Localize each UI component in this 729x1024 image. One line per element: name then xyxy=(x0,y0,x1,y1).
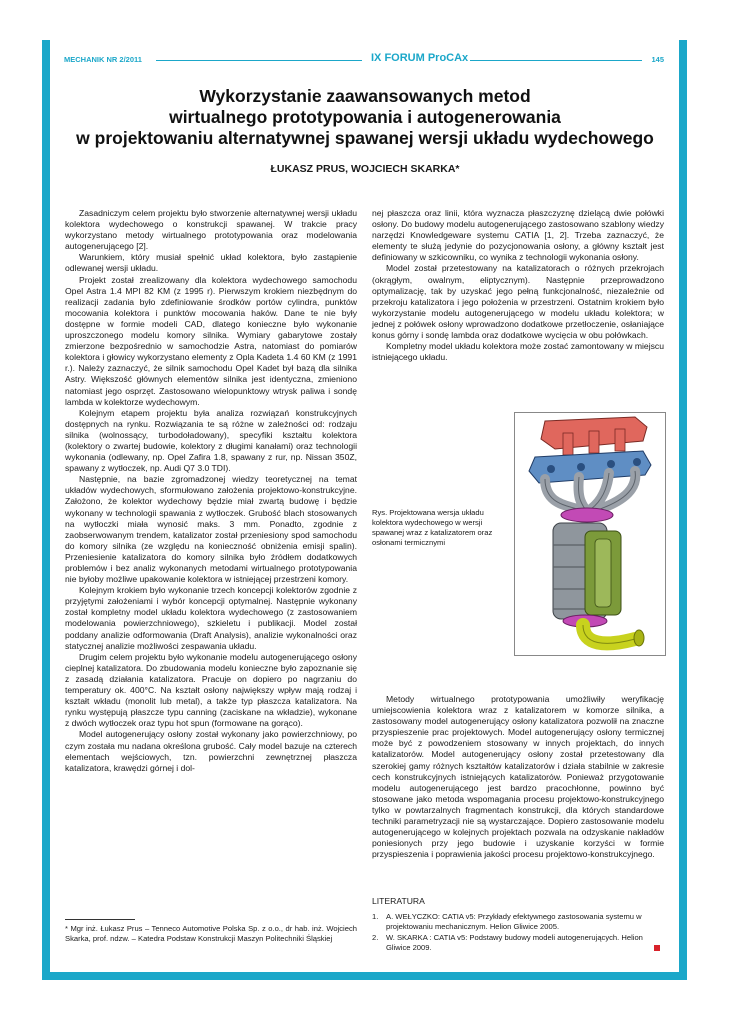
reference-text: A. WEŁYCZKO: CATIA v5: Przykłady efektywnego zastosowania systemu w projektowaniu mechanicznym. Helion Gliwice 2005. xyxy=(386,912,642,931)
literature-heading: LITERATURA xyxy=(372,896,425,906)
right-column-bottom xyxy=(372,694,664,860)
reference-number: 2. xyxy=(372,933,379,942)
title-line-3: w projektowaniu alternatywnej spawanej wersji układu wydechowego xyxy=(76,128,654,148)
reference-item xyxy=(372,912,664,932)
paragraph: Drugim celem projektu było wykonanie modelu autogenerującego osłony cieplnej katalizatora. Do zbudowania modelu konieczne było zapoznanie się z zasadą działania katalizatora. Pracuje on dopiero po nagrzaniu do temperatury ok. 400°C. Na kształt osłony największy wpływ mają rodzaj i kształt wkładu (monolit lub metal), a także typ płaszcza katalizatora. Na rynku występują płaszcze typu canning (zaciskane na wkładzie), wykonane z dwóch wytłoczek oraz typu hot spun (formowane na gorąco). xyxy=(65,651,357,729)
page-number: 145 xyxy=(651,55,664,64)
paragraph: Metody wirtualnego prototypowania umożliwiły weryfikację umiejscowienia kolektora wraz z katalizatorem w komorze silnika, a zastosowany model autogenerujący osłony katalizatora pozwolił na znaczne przyspieszenie prac projektowych. Model autogenerujący osłony termicznej może być z powodzeniem stosowany w innych projektach, do innych katalizatorów. Model autogenerujący osłony został przetestowany dla szerokiej gamy różnych kształtów katalizatorów i działa stabilnie w zakresie cech konstrukcyjnych istniejących katalizatorów. Ponieważ przygotowanie modelu autogenerującego jest bardzo pracochłonne, powinno być stosowane jako metoda wspomagania procesu projektowo-konstrukcyjnego tylko w powtarzalnych fragmentach konstrukcji, dla których standardowe techniki parametryzacji nie są wystarczające. Dopiero zastosowanie modelu autogenerującego w kolejnych projektach pozwala na odzyskanie nakładów poniesionych przy jego budowie i uzyskanie korzyści w formie przyspieszenia i poprawienia jakości procesu projektowo-konstrukcyjnego. xyxy=(372,694,664,860)
title-line-1: Wykorzystanie zaawansowanych metod xyxy=(199,86,531,106)
header-rule-left xyxy=(156,60,362,61)
running-header xyxy=(64,52,664,68)
exhaust-manifold-illustration xyxy=(515,413,665,655)
reference-text: W. SKARKA : CATIA v5: Podstawy budowy modeli autogenerujących. Helion Gliwice 2009. xyxy=(386,933,643,952)
left-column xyxy=(65,208,357,774)
reference-item xyxy=(372,933,664,953)
paragraph: Warunkiem, który musiał spełnić układ kolektora, było zastąpienie odlewanej wersji układu. xyxy=(65,252,357,274)
exhaust-manifold-figure xyxy=(514,412,666,656)
journal-name: MECHANIK NR 2/2011 xyxy=(64,55,142,64)
paragraph: Projekt został zrealizowany dla kolektora wydechowego samochodu Opel Astra 1.4 MPI 82 KM (z 1995 r). Pierwszym krokiem niezbędnym do realizacji zadania było zdefiniowanie środków portów cylindra, punktów mocowania kolektora i punktów mocowania haków. Dane te nie były dostępne w formie modeli CAD, dlatego konieczne było wykonanie uproszczonego modelu komory silnika. Wymiary gabarytowe zostały zmierzone bezpośrednio w samochodzie Astra, natomiast do pomiarów kolektora i głowicy wykorzystano elementy z Opla Kadeta 1.4 60 KM (z 1991 r.). Należy zaznaczyć, że silnik samochodu Opel Kadet był bazą dla silnika Astry. Większość głównych elementów silnika jest identyczna, zmieniono natomiast jego osprzęt. Zastosowano wielopunktowy wtrysk paliwa i sondę lambda w kolektorze wydechowym. xyxy=(65,274,357,407)
reference-list xyxy=(372,912,664,954)
right-column-top xyxy=(372,208,664,363)
paragraph: Model został przetestowany na katalizatorach o różnych przekrojach (okrągłym, owalnym, eliptycznym). Następnie przeprowadzono optymalizację, tak by uzyskać jego pełną funkcjonalność, niezależnie od przekroju katalizatora i jego położenia w przestrzeni. Ostatnim krokiem było wykorzystanie modelu autogenerującego w modelu układu kolektora; w jednej z połówek osłony wprowadzono dodatkowe przetłoczenie, osłaniające konus górny i sondę lambda oraz dodatkowe wycięcia w obu połówkach. xyxy=(372,263,664,341)
author-footnote: * Mgr inż. Łukasz Prus – Tenneco Automotive Polska Sp. z o.o., dr hab. inż. Wojciech Skarka, prof. ndzw. – Katedra Podstaw Konstrukcji Maszyn Politechniki Śląskiej xyxy=(65,924,357,943)
article-authors: ŁUKASZ PRUS, WOJCIECH SKARKA* xyxy=(270,163,460,175)
forum-title: IX FORUM ProCAx xyxy=(371,52,469,64)
header-rule-right xyxy=(470,60,642,61)
end-of-article-mark xyxy=(654,945,660,951)
paragraph: Kolejnym etapem projektu była analiza rozwiązań konstrukcyjnych dostępnych na rynku. Rozwiązania te są różne w zależności od: rodzaju silnika (wolnossący, turbodoładowany), specyfiki kształtu kolektora (kolektory o zwartej budowie, kolektory z długimi kanałami) oraz technologii wykonania (odlewany, np. Opel Zafira 1.8, spawany z rur, np. Nissan 350Z, spawany z wytłoczek, np. Audi Q7 3.0 TDI). xyxy=(65,407,357,474)
paragraph: nej płaszcza oraz linii, która wyznacza płaszczyznę dzielącą dwie połówki osłony. Do budowy modelu autogenerującego zastosowano szablony wiedzy narzędzi Knowledgeware systemu CATIA [1, 2]. Trzeba zaznaczyć, że elementy te służą jedynie do pozycjonowania osłony, a główny kształt jest definiowany w szkicowniku, co wynika z technologii wykonania osłony. xyxy=(372,208,664,263)
paragraph: Zasadniczym celem projektu było stworzenie alternatywnej wersji układu kolektora wydechowego o konstrukcji spawanej. W trakcie pracy wykorzystano metody wirtualnego prototypowania oraz modelowania autogenerującego [2]. xyxy=(65,208,357,252)
reference-number: 1. xyxy=(372,912,379,921)
paragraph: Model autogenerujący osłony został wykonany jako powierzchniowy, po czym została mu nadana określona grubość. Cały model bazuje na czterech elementach wejściowych, tzn. powierzchni zewnętrznej płaszcza katalizatora, krawędzi górnej i dol- xyxy=(65,729,357,773)
paragraph: Kolejnym krokiem było wykonanie trzech koncepcji kolektorów zgodnie z przyjętymi założeniami i wybór koncepcji optymalnej. Następnie wykonany został kompletny model układu kolektora wydechowego (z zastosowaniem modelowania powierzchniowego), szkieletu i publikacji. Model został poddany analizie odformowania (Draft Analysis), analizie wykonalności oraz statycznej analizie możliwości zespawania układu. xyxy=(65,585,357,651)
paragraph: Następnie, na bazie zgromadzonej wiedzy teoretycznej na temat układów wydechowych, sformułowano założenia projektowo-konstrukcyjne. Założono, że kolektor wydechowy będzie miał zwartą budowę i będzie wykonany w technologii spawania z wytłoczek. Grubość blach stosowanych na wytłoczki miała wynosić maks. 3 mm. Ponadto, zgodnie z zaobserwowanym trendem, katalizator został przeniesiony spod samochodu do komory silnika (ze względu na konieczność obniżenia emisji spalin). Przeniesienie katalizatora do komory silnika było źródłem dodatkowych problemów i bez analiz wykonanych metodami wirtualnego prototypowania nie byłoby możliwe upakowanie kolektora w istniejącej przestrzeni komory. xyxy=(65,474,357,585)
footnote-rule xyxy=(65,919,135,920)
article-title xyxy=(60,86,670,149)
paragraph: Kompletny model układu kolektora może zostać zamontowany w miejscu istniejącego układu. xyxy=(372,341,664,363)
title-line-2: wirtualnego prototypowania i autogenerowania xyxy=(169,107,561,127)
figure-caption: Rys. Projektowana wersja układu kolektora wydechowego w wersji spawanej wraz z katalizatorem oraz osłonami termicznymi xyxy=(372,508,493,547)
